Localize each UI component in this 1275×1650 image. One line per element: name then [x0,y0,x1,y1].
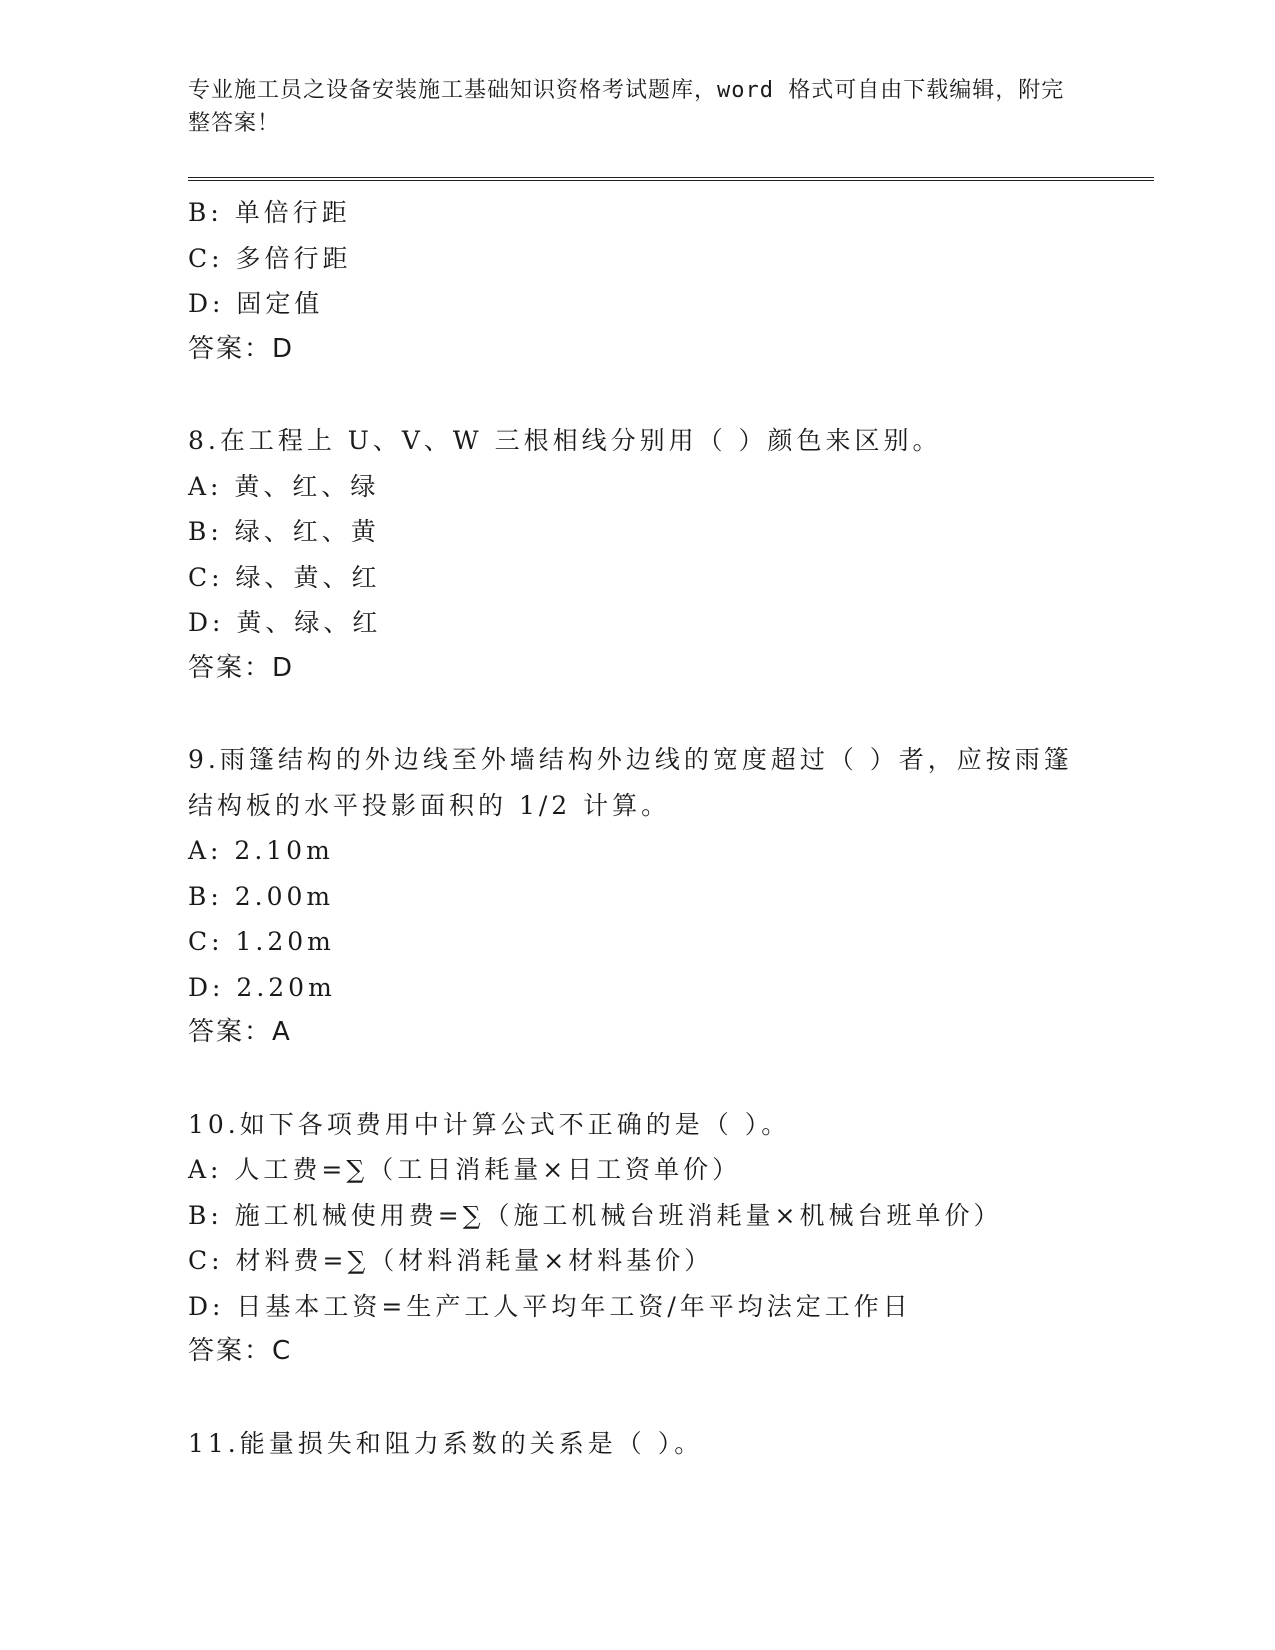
option-b: B: 2.00m [188,881,335,911]
document-header: 专业施工员之设备安装施工基础知识资格考试题库，word 格式可自由下载编辑，附完整答案！ [188,78,1065,136]
option-c: C: 多倍行距 [188,243,352,273]
option-a: A: 2.10m [188,836,334,865]
question-7-tail [188,190,1148,372]
spacer [188,691,1148,737]
question-9 [188,737,1148,1056]
option-d: D: 黄、绿、红 [188,608,382,637]
option-a: A: 人工费=∑（工日消耗量×日工资单价） [188,1155,742,1184]
option-c: C: 材料费=∑（材料消耗量×材料基价） [188,1246,714,1275]
spacer [188,372,1148,418]
question-10 [188,1102,1148,1375]
option-c: C: 绿、黄、红 [188,562,381,592]
question-text-line-2: 结构板的水平投影面积的 1/2 计算。 [188,790,671,820]
question-text: 10.如下各项费用中计算公式不正确的是（ ）。 [188,1109,791,1139]
option-d: D: 日基本工资=生产工人平均年工资/年平均法定工作日 [188,1291,912,1321]
answer-label: 答案：C [188,1336,293,1366]
option-c: C: 1.20m [188,927,335,956]
option-a: A: 黄、红、绿 [188,471,380,501]
option-b: B: 绿、红、黄 [188,517,380,546]
answer-label: 答案：A [188,1017,292,1047]
answer-label: 答案：D [188,652,295,683]
option-d: D: 固定值 [188,289,324,318]
question-text: 8.在工程上 U、V、W 三根相线分别用（ ）颜色来区别。 [188,426,942,455]
question-11 [188,1421,1148,1467]
option-d: D: 2.20m [188,972,336,1002]
answer-label: 答案：D [188,333,295,364]
question-content [188,190,1148,1466]
question-text: 11.能量损失和阻力系数的关系是（ ）。 [188,1428,704,1458]
header-double-rule [188,177,1154,181]
spacer [188,1056,1148,1102]
question-8 [188,418,1148,691]
spacer [188,1375,1148,1421]
question-text-line-1: 9.雨篷结构的外边线至外墙结构外边线的宽度超过（ ）者，应按雨篷 [188,745,1073,774]
option-b: B: 单倍行距 [188,198,351,227]
option-b: B: 施工机械使用费=∑（施工机械台班消耗量×机械台班单价） [188,1200,1003,1230]
